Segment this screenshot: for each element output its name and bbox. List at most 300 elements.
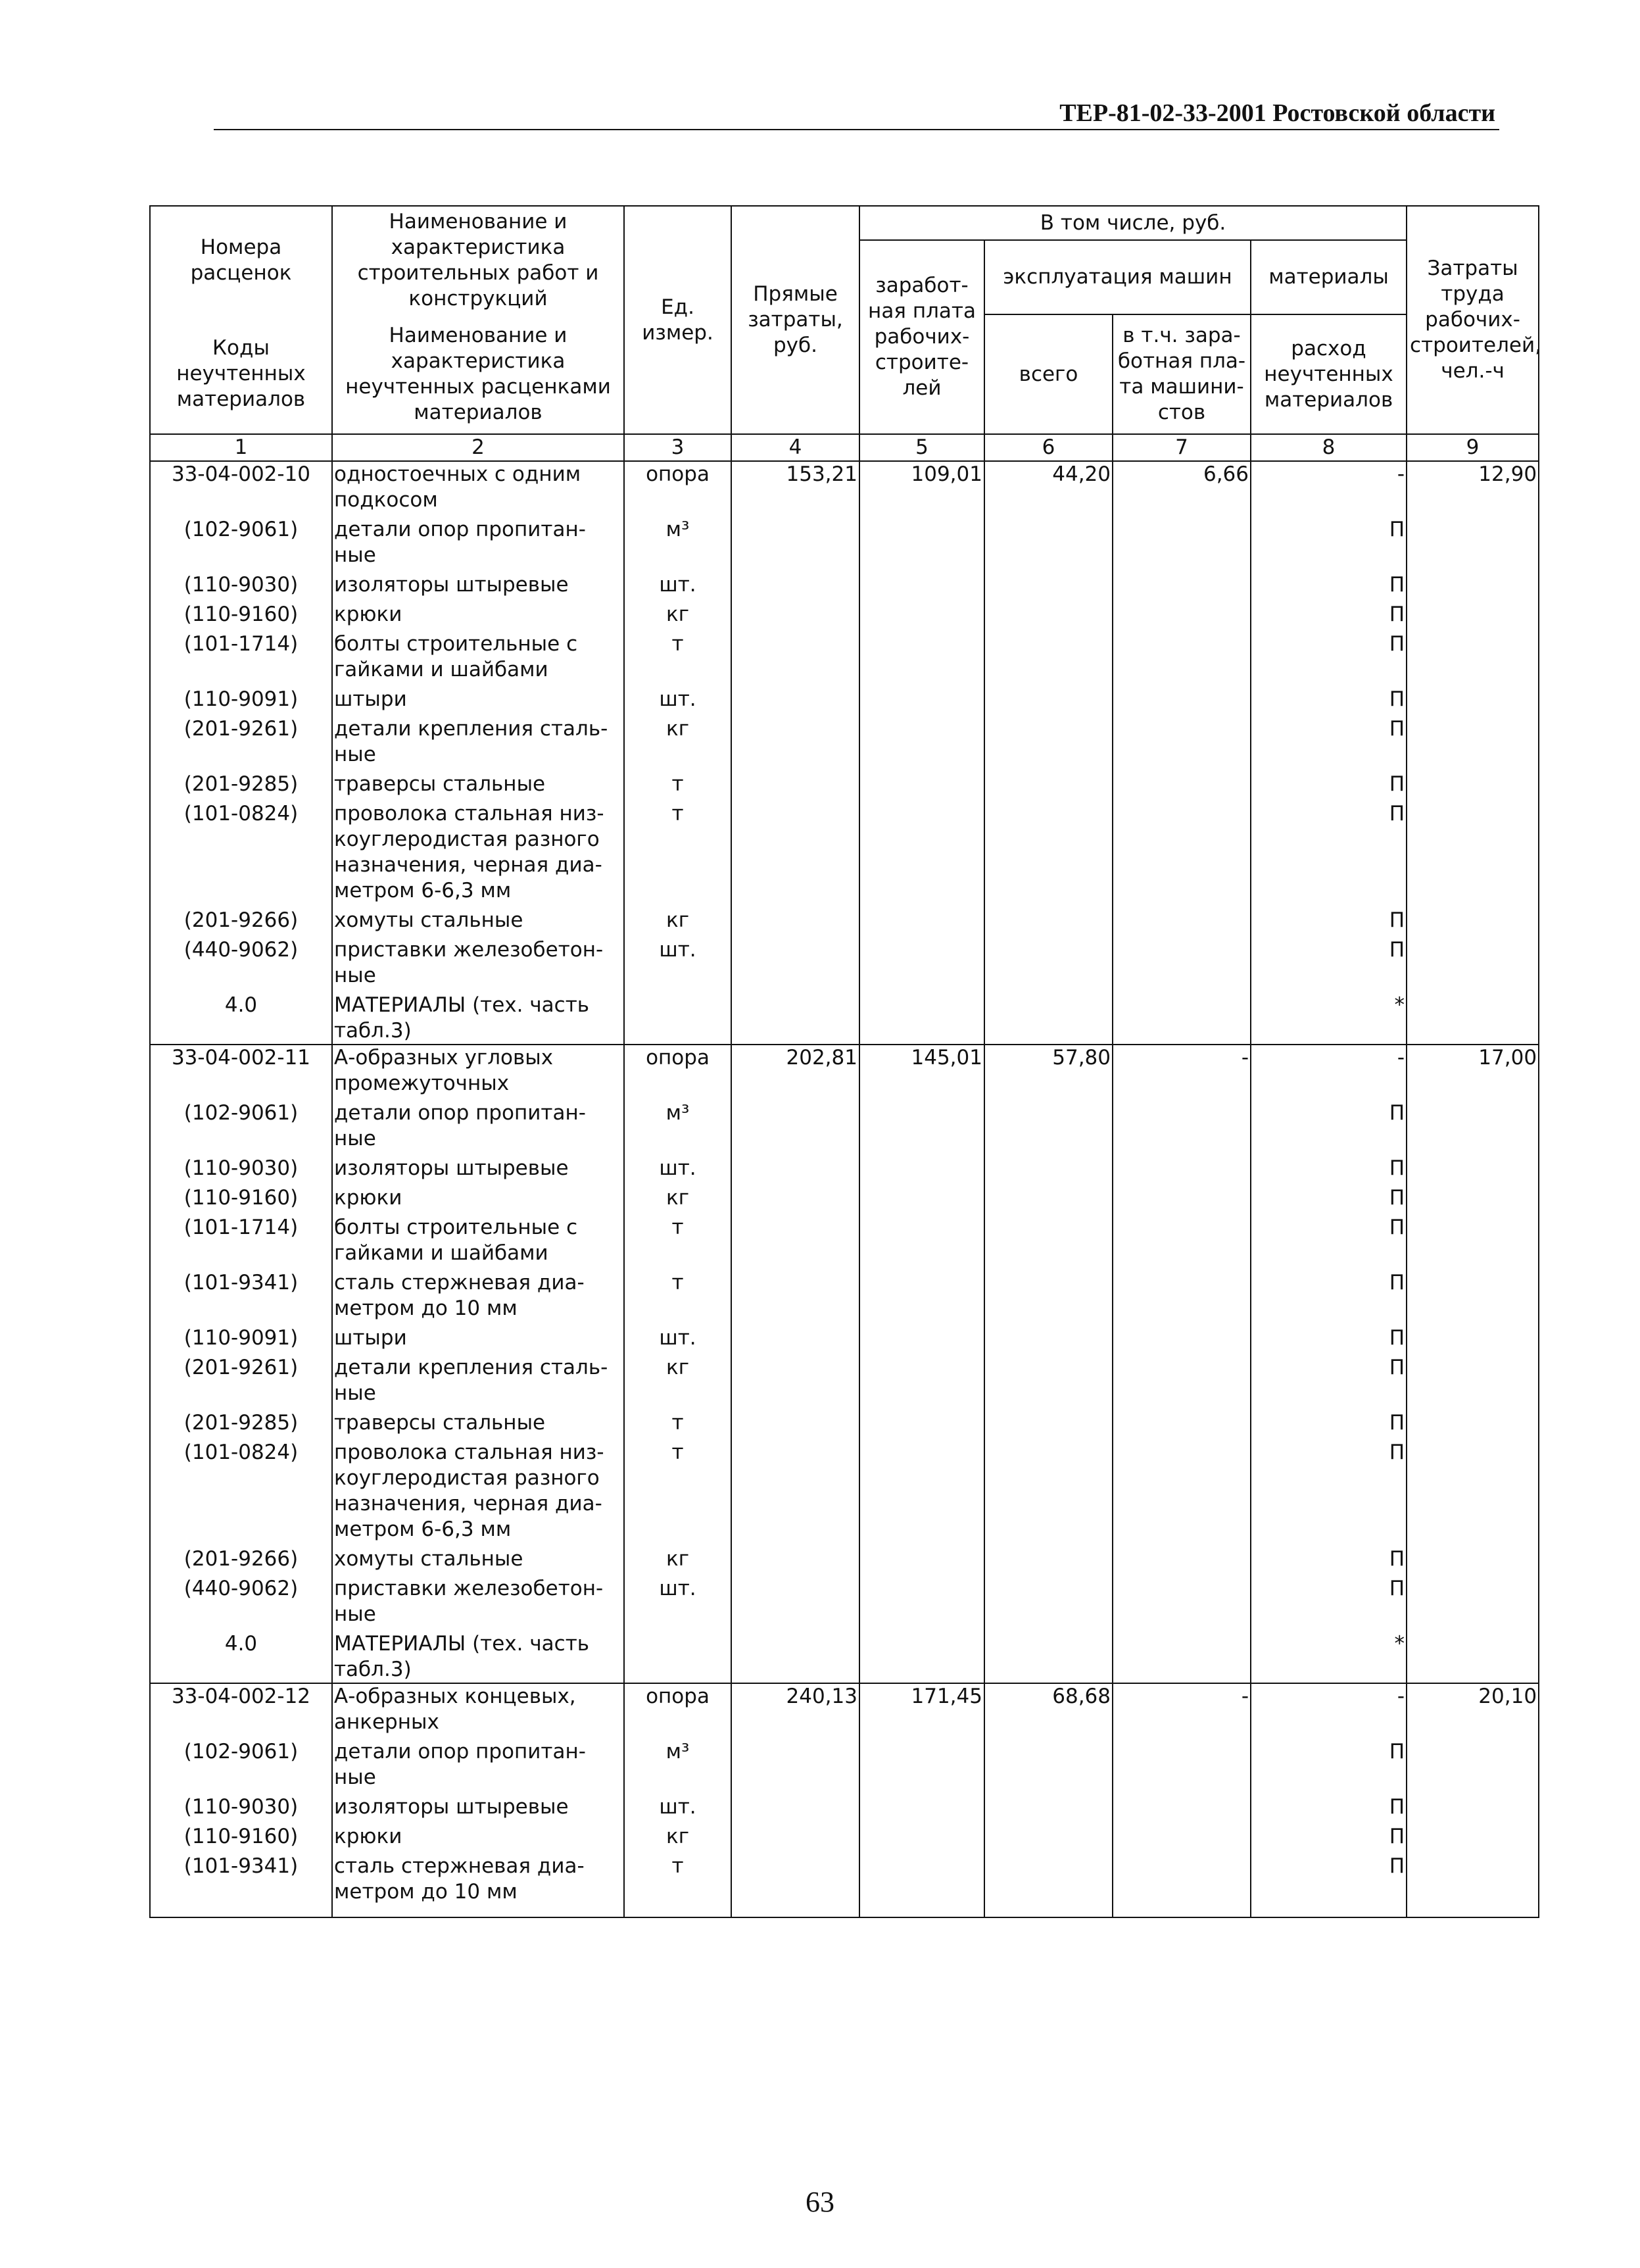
material-unit: т	[624, 797, 731, 904]
empty-cell	[1407, 1097, 1539, 1152]
empty-cell	[984, 1627, 1113, 1683]
material-mark: П	[1251, 1351, 1407, 1406]
material-mark: П	[1251, 513, 1407, 568]
material-name: проволока стальная низ-коуглеродистая разного назначения, черная диа-метром 6-6,3 мм	[332, 1436, 624, 1542]
material-name: сталь стержневая диа-метром до 10 мм	[332, 1850, 624, 1917]
material-mark: П	[1251, 712, 1407, 768]
empty-cell	[1113, 1321, 1251, 1351]
col2-header-bottom: Наименование и характеристика неучтенных расценками материалов	[332, 314, 624, 434]
worker-wage: 145,01	[859, 1045, 984, 1097]
direct-cost: 240,13	[731, 1683, 859, 1735]
empty-cell	[731, 1820, 859, 1850]
empty-cell	[1407, 1181, 1539, 1211]
material-mark: П	[1251, 1436, 1407, 1542]
document-title: ТЕР-81-02-33-2001 Ростовской области	[1059, 99, 1495, 127]
direct-cost: 202,81	[731, 1045, 859, 1097]
empty-cell	[984, 989, 1113, 1045]
empty-cell	[984, 598, 1113, 628]
empty-cell	[1407, 598, 1539, 628]
material-row	[150, 598, 1539, 628]
empty-cell	[1407, 628, 1539, 683]
material-mark: П	[1251, 568, 1407, 598]
rate-unit: опора	[624, 1045, 731, 1097]
empty-cell	[859, 933, 984, 989]
empty-cell	[1113, 1266, 1251, 1321]
empty-cell	[1113, 1097, 1251, 1152]
empty-cell	[731, 1181, 859, 1211]
rate-row	[150, 1045, 1539, 1097]
worker-wage: 109,01	[859, 461, 984, 513]
material-unit: кг	[624, 598, 731, 628]
empty-cell	[731, 1152, 859, 1181]
material-name: крюки	[332, 598, 624, 628]
material-code: (102-9061)	[150, 513, 332, 568]
machine-cost: 44,20	[984, 461, 1113, 513]
column-index: 2	[332, 434, 624, 461]
material-mark: П	[1251, 1820, 1407, 1850]
col2-header-top: Наименование и характеристика строительных работ и конструкций	[332, 206, 624, 314]
empty-cell	[859, 989, 984, 1045]
material-mark: П	[1251, 1790, 1407, 1820]
material-code: (101-1714)	[150, 628, 332, 683]
empty-cell	[731, 513, 859, 568]
header-rule	[214, 129, 1499, 130]
column-index: 7	[1113, 434, 1251, 461]
empty-cell	[1113, 1542, 1251, 1572]
empty-cell	[984, 1321, 1113, 1351]
material-mark: П	[1251, 1542, 1407, 1572]
material-name: детали крепления сталь-ные	[332, 1351, 624, 1406]
material-code: (110-9160)	[150, 1820, 332, 1850]
material-code: (102-9061)	[150, 1097, 332, 1152]
empty-cell	[859, 1735, 984, 1790]
col7-header: в т.ч. зара-ботная пла-та машини-стов	[1113, 314, 1251, 434]
empty-cell	[731, 768, 859, 797]
empty-cell	[1407, 904, 1539, 933]
material-unit: м³	[624, 513, 731, 568]
empty-cell	[731, 1572, 859, 1627]
empty-cell	[1407, 513, 1539, 568]
empty-cell	[731, 1542, 859, 1572]
empty-cell	[731, 712, 859, 768]
table-body	[150, 434, 1539, 1917]
material-row	[150, 712, 1539, 768]
material-name: хомуты стальные	[332, 1542, 624, 1572]
empty-cell	[859, 1211, 984, 1266]
materials-header: материалы	[1251, 240, 1407, 314]
col9-header: Затраты труда рабочих-строителей, чел.-ч	[1407, 206, 1539, 434]
material-name: МАТЕРИАЛЫ (тех. часть табл.3)	[332, 989, 624, 1045]
material-code: (110-9160)	[150, 1181, 332, 1211]
empty-cell	[1407, 712, 1539, 768]
empty-cell	[859, 1542, 984, 1572]
empty-cell	[984, 1152, 1113, 1181]
empty-cell	[859, 1181, 984, 1211]
empty-cell	[859, 1266, 984, 1321]
material-unit: шт.	[624, 683, 731, 712]
material-name: детали крепления сталь-ные	[332, 712, 624, 768]
empty-cell	[1407, 1211, 1539, 1266]
material-row	[150, 989, 1539, 1045]
material-mark: *	[1251, 1627, 1407, 1683]
empty-cell	[731, 628, 859, 683]
empty-cell	[1113, 1436, 1251, 1542]
material-row	[150, 1266, 1539, 1321]
empty-cell	[984, 1181, 1113, 1211]
material-code: (101-0824)	[150, 1436, 332, 1542]
rate-name: А-образных концевых, анкерных	[332, 1683, 624, 1735]
empty-cell	[731, 1436, 859, 1542]
material-row	[150, 1735, 1539, 1790]
empty-cell	[1113, 768, 1251, 797]
material-name: приставки железобетон-ные	[332, 1572, 624, 1627]
empty-cell	[1113, 568, 1251, 598]
empty-cell	[984, 568, 1113, 598]
material-name: штыри	[332, 683, 624, 712]
empty-cell	[1113, 683, 1251, 712]
empty-cell	[859, 1351, 984, 1406]
material-code: 4.0	[150, 989, 332, 1045]
empty-cell	[1407, 1351, 1539, 1406]
material-row	[150, 1181, 1539, 1211]
direct-cost: 153,21	[731, 461, 859, 513]
material-code: (440-9062)	[150, 933, 332, 989]
material-unit: т	[624, 1850, 731, 1917]
empty-cell	[859, 1820, 984, 1850]
empty-cell	[1407, 1790, 1539, 1820]
empty-cell	[1113, 712, 1251, 768]
machinist-wage: -	[1113, 1683, 1251, 1735]
empty-cell	[984, 1351, 1113, 1406]
material-code: (101-1714)	[150, 1211, 332, 1266]
material-name: крюки	[332, 1181, 624, 1211]
empty-cell	[984, 1850, 1113, 1917]
material-mark: П	[1251, 768, 1407, 797]
empty-cell	[731, 933, 859, 989]
empty-cell	[1113, 1406, 1251, 1436]
material-unit: шт.	[624, 1152, 731, 1181]
labor-hours: 17,00	[1407, 1045, 1539, 1097]
column-index: 1	[150, 434, 332, 461]
empty-cell	[731, 1321, 859, 1351]
empty-cell	[731, 1735, 859, 1790]
empty-cell	[859, 904, 984, 933]
empty-cell	[731, 1627, 859, 1683]
col8-header: расход неучтенных материалов	[1251, 314, 1407, 434]
empty-cell	[731, 1790, 859, 1820]
material-row	[150, 1211, 1539, 1266]
material-unit: т	[624, 1211, 731, 1266]
empty-cell	[984, 513, 1113, 568]
empty-cell	[1407, 1542, 1539, 1572]
material-name: болты строительные с гайками и шайбами	[332, 628, 624, 683]
empty-cell	[1113, 1627, 1251, 1683]
empty-cell	[1113, 1850, 1251, 1917]
material-name: траверсы стальные	[332, 1406, 624, 1436]
price-table	[149, 205, 1539, 1918]
material-row	[150, 1351, 1539, 1406]
empty-cell	[1407, 1266, 1539, 1321]
col1-header-top: Номера расценок	[150, 206, 332, 314]
empty-cell	[731, 904, 859, 933]
empty-cell	[859, 683, 984, 712]
material-mark: П	[1251, 1211, 1407, 1266]
column-index: 6	[984, 434, 1113, 461]
material-mark: П	[1251, 797, 1407, 904]
empty-cell	[859, 1627, 984, 1683]
rate-name: одностоечных с одним подкосом	[332, 461, 624, 513]
table-head	[150, 206, 1539, 434]
material-name: изоляторы штыревые	[332, 1152, 624, 1181]
empty-cell	[1113, 1152, 1251, 1181]
column-index: 4	[731, 434, 859, 461]
empty-cell	[984, 1542, 1113, 1572]
machine-cost: 68,68	[984, 1683, 1113, 1735]
material-row	[150, 797, 1539, 904]
empty-cell	[984, 1211, 1113, 1266]
empty-cell	[984, 1790, 1113, 1820]
material-code: (110-9091)	[150, 683, 332, 712]
material-code: (201-9261)	[150, 1351, 332, 1406]
material-code: (102-9061)	[150, 1735, 332, 1790]
material-row	[150, 628, 1539, 683]
empty-cell	[984, 683, 1113, 712]
empty-cell	[984, 1572, 1113, 1627]
col6-header: всего	[984, 314, 1113, 434]
empty-cell	[1407, 1321, 1539, 1351]
material-name: изоляторы штыревые	[332, 1790, 624, 1820]
material-name: МАТЕРИАЛЫ (тех. часть табл.3)	[332, 1627, 624, 1683]
material-unit: шт.	[624, 1572, 731, 1627]
material-unit: кг	[624, 904, 731, 933]
material-mark: П	[1251, 1850, 1407, 1917]
empty-cell	[859, 797, 984, 904]
col1-header-bottom: Коды неучтенных материалов	[150, 314, 332, 434]
material-mark: П	[1251, 933, 1407, 989]
material-unit: т	[624, 1436, 731, 1542]
rate-row	[150, 461, 1539, 513]
empty-cell	[1407, 989, 1539, 1045]
empty-cell	[1407, 683, 1539, 712]
empty-cell	[731, 683, 859, 712]
empty-cell	[984, 712, 1113, 768]
material-mark: П	[1251, 1572, 1407, 1627]
rate-code: 33-04-002-10	[150, 461, 332, 513]
empty-cell	[1407, 1572, 1539, 1627]
material-row	[150, 1790, 1539, 1820]
empty-cell	[731, 1097, 859, 1152]
material-unit: шт.	[624, 933, 731, 989]
material-name: болты строительные с гайками и шайбами	[332, 1211, 624, 1266]
empty-cell	[984, 1820, 1113, 1850]
column-index: 5	[859, 434, 984, 461]
material-unit	[624, 1627, 731, 1683]
material-row	[150, 1572, 1539, 1627]
material-name: проволока стальная низ-коуглеродистая разного назначения, черная диа-метром 6-6,3 мм	[332, 797, 624, 904]
empty-cell	[859, 712, 984, 768]
empty-cell	[1113, 989, 1251, 1045]
material-unit: т	[624, 1406, 731, 1436]
material-mark: П	[1251, 1266, 1407, 1321]
empty-cell	[1407, 768, 1539, 797]
materials-cost: -	[1251, 1045, 1407, 1097]
empty-cell	[984, 1406, 1113, 1436]
rate-code: 33-04-002-11	[150, 1045, 332, 1097]
material-code: 4.0	[150, 1627, 332, 1683]
material-unit: шт.	[624, 1321, 731, 1351]
material-row	[150, 1436, 1539, 1542]
material-unit: т	[624, 628, 731, 683]
rate-name: А-образных угловых промежуточных	[332, 1045, 624, 1097]
material-row	[150, 1097, 1539, 1152]
labor-hours: 12,90	[1407, 461, 1539, 513]
material-name: штыри	[332, 1321, 624, 1351]
empty-cell	[731, 1351, 859, 1406]
empty-cell	[1113, 1211, 1251, 1266]
material-unit: кг	[624, 1351, 731, 1406]
machine-cost: 57,80	[984, 1045, 1113, 1097]
material-row	[150, 568, 1539, 598]
material-code: (201-9266)	[150, 1542, 332, 1572]
material-unit: т	[624, 1266, 731, 1321]
empty-cell	[859, 1850, 984, 1917]
labor-hours: 20,10	[1407, 1683, 1539, 1735]
material-unit: м³	[624, 1097, 731, 1152]
empty-cell	[1113, 1735, 1251, 1790]
page-number: 63	[806, 2186, 834, 2218]
material-mark: П	[1251, 1321, 1407, 1351]
empty-cell	[731, 1406, 859, 1436]
empty-cell	[859, 1321, 984, 1351]
material-code: (440-9062)	[150, 1572, 332, 1627]
empty-cell	[984, 933, 1113, 989]
material-name: крюки	[332, 1820, 624, 1850]
empty-cell	[1407, 933, 1539, 989]
material-code: (201-9261)	[150, 712, 332, 768]
material-name: детали опор пропитан-ные	[332, 1735, 624, 1790]
material-unit: шт.	[624, 568, 731, 598]
empty-cell	[1407, 1820, 1539, 1850]
empty-cell	[984, 797, 1113, 904]
group-header: В том числе, руб.	[859, 206, 1407, 240]
material-unit: т	[624, 768, 731, 797]
empty-cell	[1113, 904, 1251, 933]
empty-cell	[1113, 1790, 1251, 1820]
empty-cell	[1113, 628, 1251, 683]
empty-cell	[1407, 797, 1539, 904]
empty-cell	[1407, 568, 1539, 598]
material-name: сталь стержневая диа-метром до 10 мм	[332, 1266, 624, 1321]
material-row	[150, 1321, 1539, 1351]
empty-cell	[859, 1097, 984, 1152]
empty-cell	[1113, 598, 1251, 628]
column-index: 9	[1407, 434, 1539, 461]
material-code: (101-0824)	[150, 797, 332, 904]
empty-cell	[859, 568, 984, 598]
material-code: (110-9160)	[150, 598, 332, 628]
material-unit: кг	[624, 1181, 731, 1211]
empty-cell	[1407, 1152, 1539, 1181]
material-mark: П	[1251, 1735, 1407, 1790]
column-index: 3	[624, 434, 731, 461]
empty-cell	[1113, 1572, 1251, 1627]
column-index: 8	[1251, 434, 1407, 461]
material-row	[150, 1627, 1539, 1683]
empty-cell	[1113, 1820, 1251, 1850]
material-row	[150, 683, 1539, 712]
empty-cell	[859, 513, 984, 568]
material-name: траверсы стальные	[332, 768, 624, 797]
material-name: детали опор пропитан-ные	[332, 1097, 624, 1152]
material-row	[150, 933, 1539, 989]
material-code: (110-9030)	[150, 568, 332, 598]
empty-cell	[984, 1266, 1113, 1321]
rate-row	[150, 1683, 1539, 1735]
empty-cell	[859, 598, 984, 628]
empty-cell	[984, 1097, 1113, 1152]
material-row	[150, 1542, 1539, 1572]
empty-cell	[731, 797, 859, 904]
material-unit: кг	[624, 1820, 731, 1850]
material-name: хомуты стальные	[332, 904, 624, 933]
material-code: (201-9285)	[150, 1406, 332, 1436]
empty-cell	[859, 628, 984, 683]
material-code: (101-9341)	[150, 1266, 332, 1321]
empty-cell	[1407, 1627, 1539, 1683]
material-mark: П	[1251, 1181, 1407, 1211]
empty-cell	[859, 1436, 984, 1542]
material-code: (110-9030)	[150, 1152, 332, 1181]
machinist-wage: 6,66	[1113, 461, 1251, 513]
empty-cell	[984, 904, 1113, 933]
material-row	[150, 768, 1539, 797]
materials-cost: -	[1251, 461, 1407, 513]
material-row	[150, 904, 1539, 933]
empty-cell	[859, 1790, 984, 1820]
empty-cell	[1113, 1351, 1251, 1406]
empty-cell	[731, 568, 859, 598]
material-code: (110-9030)	[150, 1790, 332, 1820]
material-mark: П	[1251, 1406, 1407, 1436]
empty-cell	[1113, 797, 1251, 904]
material-code: (101-9341)	[150, 1850, 332, 1917]
machinist-wage: -	[1113, 1045, 1251, 1097]
empty-cell	[984, 768, 1113, 797]
material-row	[150, 513, 1539, 568]
material-code: (110-9091)	[150, 1321, 332, 1351]
empty-cell	[859, 1572, 984, 1627]
material-unit: м³	[624, 1735, 731, 1790]
empty-cell	[1407, 1436, 1539, 1542]
empty-cell	[1407, 1406, 1539, 1436]
empty-cell	[984, 1735, 1113, 1790]
empty-cell	[984, 628, 1113, 683]
material-unit	[624, 989, 731, 1045]
empty-cell	[1113, 1181, 1251, 1211]
material-name: изоляторы штыревые	[332, 568, 624, 598]
material-mark: П	[1251, 628, 1407, 683]
rate-unit: опора	[624, 461, 731, 513]
rate-unit: опора	[624, 1683, 731, 1735]
empty-cell	[1407, 1735, 1539, 1790]
column-index-row	[150, 434, 1539, 461]
empty-cell	[1113, 513, 1251, 568]
empty-cell	[1113, 933, 1251, 989]
empty-cell	[731, 598, 859, 628]
col4-header: Прямые затраты, руб.	[731, 206, 859, 434]
material-code: (201-9266)	[150, 904, 332, 933]
empty-cell	[859, 1406, 984, 1436]
